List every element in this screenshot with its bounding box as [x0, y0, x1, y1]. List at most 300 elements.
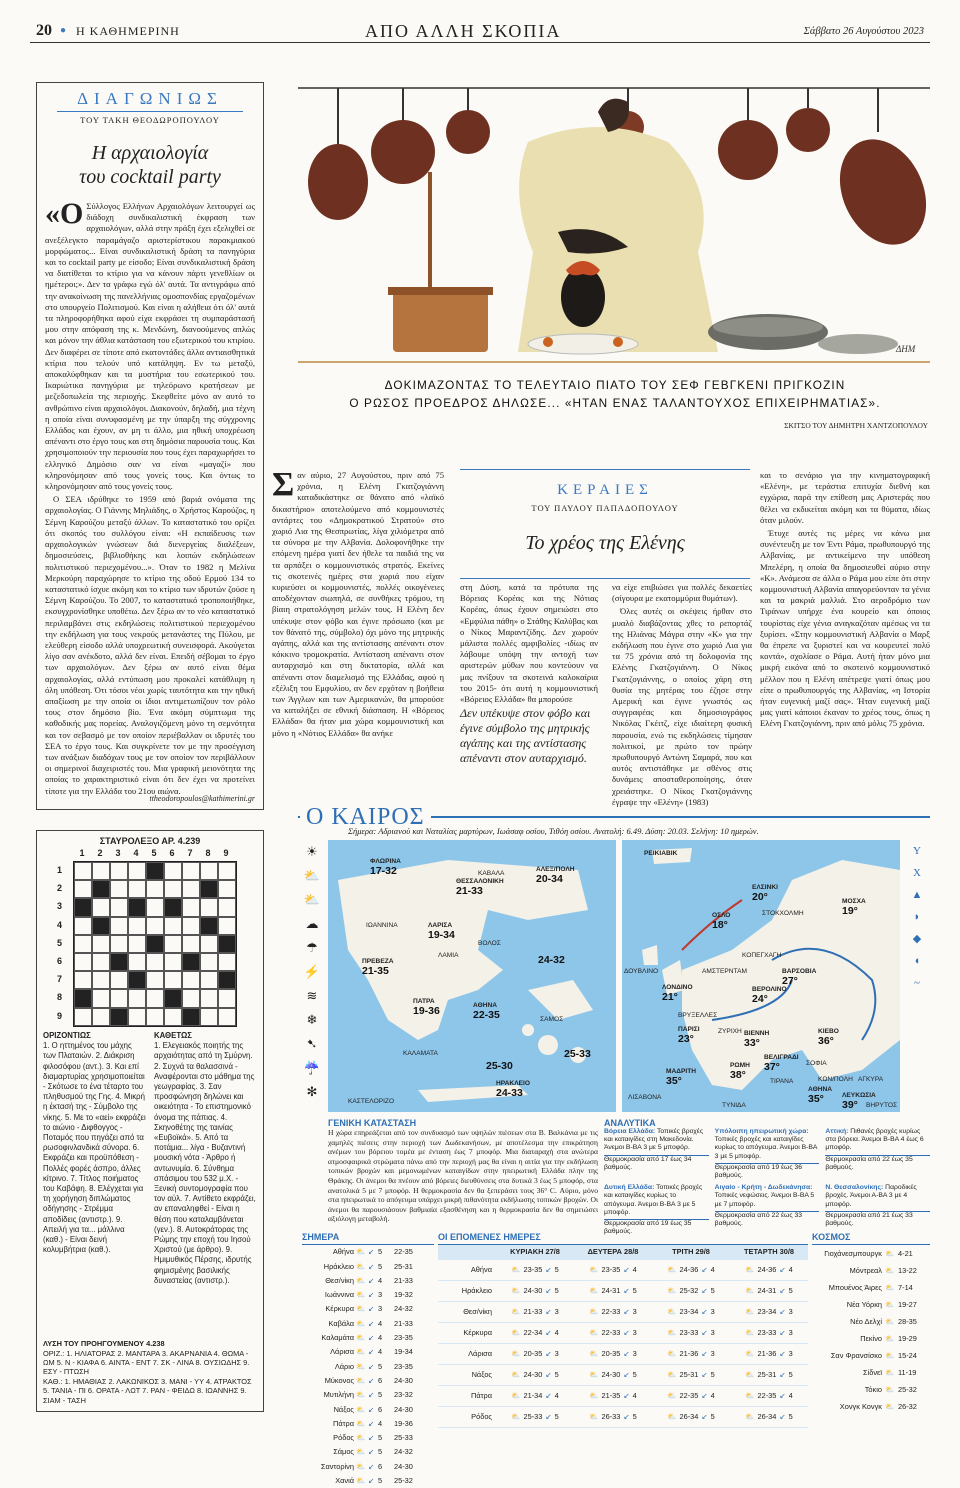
- weather-icon: ⛅: [356, 1304, 366, 1314]
- down-clues: 1. Ελεγειακός ποιητής της αρχαιότητας από τη Σμύρνη. 2. Συχνά τα θαλασσινά - Αναφέρονται στο μάθημα της γεωγραφίας. 3. Σαν προσφώνηση δηλώνει και οικειότητα - Το επιστημονικό όνομα της πάπιας. 4. Σκηνοθέτης της ταινίας «Ευβοϊκά». 5. Από τα ποτάμια... λίγα - Βυζαντινή μουσική νότα - Άρθρο ή αντωνυμία. 6. Σύνθημα σπάσιμου του 532 μ.Χ. - Ξενική συντομογραφία που τον αύλ. 7. Αντίθετο εκφράζει, αν επαναληφθεί - Είναι η θέση που καταλαμβάνεται (γεν.). 8. Αυτοκράτορας της Ρώμης την εποχή του Ιησού Χριστού (με άρθρο). 9. Ημιμυθικός Πέρσης, ιδρυτής φημισμένης βασιλικής δυναστείας (αντιστρ.).: [154, 1041, 256, 1285]
- weather-icon: ⛅: [356, 1261, 366, 1271]
- map-city: ΜΑΔΡΙΤΗ: [666, 1068, 697, 1075]
- crossword-grid[interactable]: [73, 861, 237, 1027]
- today-temp: 24-32: [394, 1304, 413, 1314]
- weather-icon: ⛅: [511, 1411, 521, 1421]
- forecast-temp: 23-33: [757, 1327, 777, 1337]
- crossword-cell[interactable]: [218, 989, 236, 1007]
- crossword-cell[interactable]: [164, 989, 182, 1007]
- map-temp: 21-33: [456, 885, 483, 897]
- map-city: ΚΟΠΕΓΧΑΓΗ: [742, 952, 782, 959]
- crossword-cell[interactable]: [74, 989, 92, 1007]
- forecast-row: [438, 1260, 808, 1281]
- map-city: ΗΡΑΚΛΕΙΟ: [496, 1080, 530, 1087]
- region-name: Βόρεια Ελλάδα:: [604, 1128, 656, 1135]
- weather-icon: ⛅: [511, 1327, 521, 1337]
- region-text: Τοπικές νεφώσεις. Άνεμοι Β-ΒΑ 5 με 7 μποφόρ.: [714, 1192, 815, 1208]
- forecast-row: [438, 1344, 808, 1365]
- weather-icon: ⛅: [745, 1411, 755, 1421]
- row-number: 4: [57, 919, 63, 930]
- wind-arrow-icon: ↙: [701, 1306, 708, 1316]
- crossword-cell[interactable]: [128, 880, 146, 898]
- page-date: Σάββατο 26 Αυγούστου 2023: [803, 26, 924, 37]
- today-city: Αθήνα: [332, 1247, 354, 1257]
- isobar-icon: ~: [914, 977, 920, 989]
- map-city: ΡΩΜΗ: [730, 1062, 750, 1069]
- crossword-cell[interactable]: [200, 989, 218, 1007]
- world-row: [812, 1262, 930, 1279]
- crossword-cell[interactable]: [92, 898, 110, 916]
- forecast-temp: 24-30: [523, 1369, 543, 1379]
- weather-icon: ⛅: [885, 1283, 895, 1293]
- today-wind: 5: [378, 1247, 383, 1257]
- map-city: ΜΟΣΧΑ: [842, 898, 866, 905]
- byline: ΤΟΥ ΤΑΚΗ ΘΕΟΔΩΡΟΠΟΥΛΟΥ: [80, 115, 220, 125]
- across-clues: 1. Ο ηττημένος του μάχης των Πλαταιών. 2. Διάκριση φιλοσόφου (αντ.). 3. Και επί διαμαρτυρίας χρησιμοποιείται - Σκότωσε το ένα τέταρτο του πληθυσμού της Γης. 4. Μικρή η έκτασή της - Σύμβολο της νίκης. 5. Με το «αεί» εκφράζει το αιώνιο - Διφθογγος - Ποταμός που πηγάζει από τα ρωσοφινλανδικά σύνορα. 6. Εκφράζει και προϋπόθεση - Πολλές φορές άσπρο, άλλες κίτρινο. 7. Τίτλος ποιήματος του Καβάφη. 8. Ελέγχεται για τη χορήγηση διπλώματος οδήγησης - Στρέμμα αποδίδεις (αντιστρ.). 9. Απειλή για τα... μάλλινα (καθ.) - Είναι δεινή κολυμβήτρια (καθ.).: [43, 1041, 146, 1255]
- weather-icon: ⛅: [356, 1461, 366, 1471]
- page-header: [30, 22, 930, 42]
- today-row: [302, 1345, 434, 1359]
- wind-arrow-icon: ↙: [368, 1476, 375, 1486]
- crossword-cell[interactable]: [74, 935, 92, 953]
- crossword-cell[interactable]: [128, 917, 146, 935]
- forecast-temp: 20-35: [601, 1348, 621, 1358]
- region-name: Ν. Θεσσαλονίκης:: [825, 1184, 884, 1192]
- crossword-cell[interactable]: [128, 971, 146, 989]
- today-city: Σάμος: [333, 1447, 354, 1457]
- crossword-cell[interactable]: [74, 862, 92, 880]
- weather-icon: ⛅: [667, 1348, 677, 1358]
- map-city: ΚΙΕΒΟ: [818, 1028, 839, 1035]
- world-row: [812, 1313, 930, 1330]
- col-number: 2: [97, 848, 103, 858]
- wind-arrow-icon: ↙: [779, 1369, 786, 1379]
- analytic-title: ΑΝΑΛΥΤΙΚΑ: [604, 1118, 656, 1128]
- weather-icon: ⛅: [745, 1264, 755, 1274]
- crossword-cell[interactable]: [128, 1008, 146, 1026]
- row-number: 2: [57, 883, 63, 894]
- crossword-cell[interactable]: [92, 935, 110, 953]
- map-city: ΤΙΡΑΝΑ: [770, 1078, 794, 1085]
- forecast-temp: 25-31: [757, 1369, 777, 1379]
- paragraph-2: Ο ΣΕΑ ιδρύθηκε το 1959 από βαριά ονόματα της αρχαιολογίας. Ο Γιάννης Μηλιάδης, ο Χρήστος Καρούζος, η Σέμνη Καρούζου μεταξύ άλλων. Το καταστατικό του ορίζει ότι σκοπός του συλλόγου είναι: «Η εκπαίδευσις των αρχαιολογικών γνώσεων διά διενεργείας διαλέξεων, δημοσιεύσεις, βιβλιοθήκης και λοιπών εκδηλώσεων πολιτιστικού περιεχομένου...». Όταν το 1982 η Μελίνα Μερκούρη παραχώρησε το κτίριο της οδού Ερμού 134 το καταστατικό ίσχυε ακόμη και το κτίριο των ιδρυτών ζούσε η Σέμνη Καρούζου. Το 2007, το καταστατικό τροποποιήθηκε, εκσυγχρονίσθηκε υποθέτω. Δεν ξέρω αν το νέο καταστατικό περιλαμβάνει στις εκδηλώσεις πολιτιστικού περιεχομένου την εκδήλωση για τους νεκρούς μετανάστες της Πύλου, με ελεύθερη είσοδο αλλά υποχρεωτική συνεισφορά. Ακούγεται λίγο σαν ανέκδοτο, αλλά δεν είναι. Επειδή σέβομαι το έργο των αρχαιολόγων. Δεν ξέρω αν αυτό είναι θέμα αρχαιολογίας, αλλά εντύπωση μου προκαλεί κατάθλιψη η όλη υπόθεση. Ότι τόσοι νέοι χωρίς ταυτότητα και την ηθική απαξίωση με την οποία οι ίδιοι αντιμετωπίζουν τον ρόλο τους στον δημόσιο βίο. Ένα ακόμη σύμπτωμα της καθοδικής μας πορείας. Αναλογιζόμενη μόνο τη σεμνότητα και τον σεβασμό με τον οποίον περιέβαλλαν οι ιδρυτές του ΣΕΑ το έργο τους. Και συγκρίνετε τον με την προσέγγιση των ανάξιων διαδόχων τους με τον οποίον τον περιβάλλουν οι σημερινοί διαχειριστές του. Μια γραφική μειονότητα της οποίας το χαρακτηριστικό είναι ότι δεν έχει να προτείνει τίποτε για την Ελλάδα του 21ου αιώνα.: [45, 494, 255, 796]
- world-city: Χονγκ Κονγκ: [839, 1402, 882, 1412]
- crossword-cell[interactable]: [182, 898, 200, 916]
- crossword-cell[interactable]: [164, 971, 182, 989]
- forecast-city: Λάρισα: [468, 1348, 492, 1358]
- today-row: [302, 1474, 434, 1488]
- weather-icon: ⛅: [667, 1264, 677, 1274]
- crossword-cell[interactable]: [218, 935, 236, 953]
- crossword-cell[interactable]: [74, 917, 92, 935]
- today-row: [302, 1388, 434, 1402]
- col-number: 1: [79, 848, 85, 858]
- map-temp: 21°: [662, 991, 678, 1003]
- today-temp: 23-35: [394, 1333, 413, 1343]
- crossword-cell[interactable]: [92, 862, 110, 880]
- pull-quote: Δεν υπέκυψε στον φόβο και έγινε σύμβολο της μητρικής αγάπης και της αντίστασης απέναντι στον αυταρχισμό.: [460, 706, 591, 765]
- forecast-temp: 22-35: [679, 1390, 699, 1400]
- crossword-cell[interactable]: [200, 917, 218, 935]
- world-row: [812, 1398, 930, 1415]
- map-city: ΙΩΑΝΝΙΝΑ: [366, 922, 398, 929]
- forecast-wind: 4: [788, 1390, 793, 1400]
- map-city: ΒΕΡΟΛΙΝΟ: [752, 986, 787, 993]
- crossword-cell[interactable]: [200, 971, 218, 989]
- forecast-wind: 3: [632, 1348, 637, 1358]
- forecast-wind: 4: [710, 1264, 715, 1274]
- crossword-cell[interactable]: [146, 935, 164, 953]
- forecast-temp: 24-36: [757, 1264, 777, 1274]
- drop-cap: «Ο: [45, 197, 84, 230]
- region-name: Υπόλοιπη ηπειρωτική χώρα:: [714, 1128, 809, 1135]
- crossword-cell[interactable]: [200, 1008, 218, 1026]
- article-title: [37, 141, 263, 189]
- crossword-cell[interactable]: [182, 971, 200, 989]
- map-city: ΒΟΛΟΣ: [478, 940, 501, 947]
- crossword-title: ΣΤΑΥΡΟΛΕΞΟ ΑΡ. 4.239: [99, 836, 201, 846]
- article-body: [45, 197, 255, 799]
- region-card: [604, 1184, 709, 1236]
- crossword-cell[interactable]: [128, 898, 146, 916]
- map-temp: 19°: [842, 905, 858, 917]
- crossword-cell[interactable]: [164, 953, 182, 971]
- weather-icon: ⛅: [745, 1306, 755, 1316]
- wind-arrow-icon: ↙: [779, 1306, 786, 1316]
- day-header: ΤΕΤΑΡΤΗ 30/8: [744, 1247, 794, 1257]
- weather-icon: ⛅: [511, 1369, 521, 1379]
- map-city: ΣΤΟΚΧΟΛΜΗ: [762, 910, 804, 917]
- forecast-temp: 23-35: [601, 1264, 621, 1274]
- forecast-city: Κέρκυρα: [463, 1327, 492, 1337]
- crossword-cell[interactable]: [110, 953, 128, 971]
- weather-icon: ⛅: [667, 1306, 677, 1316]
- wind-arrow-icon: ↙: [368, 1333, 375, 1343]
- region-text: Τοπικές βροχές και καταιγίδες κυρίως το απόγευμα. Άνεμοι Β-ΒΑ 3 με 5 μποφόρ.: [604, 1184, 703, 1216]
- crossword-cell[interactable]: [146, 898, 164, 916]
- today-row: [302, 1274, 434, 1288]
- region-text: Πιθανές βροχές κυρίως στα βόρεια. Άνεμοι Β-ΒΑ 4 έως 6 μποφόρ.: [825, 1128, 924, 1152]
- crossword-cell[interactable]: [128, 862, 146, 880]
- forecast-wind: 3: [788, 1348, 793, 1358]
- crossword-cell[interactable]: [74, 880, 92, 898]
- keraies-byline: ΤΟΥ ΠΑΥΛΟΥ ΠΑΠΑΔΟΠΟΥΛΟΥ: [531, 503, 679, 513]
- wind-arrow-icon: ↙: [623, 1411, 630, 1421]
- europe-map: [622, 840, 900, 1112]
- today-row: [302, 1460, 434, 1474]
- world-title: ΚΟΣΜΟΣ: [812, 1230, 930, 1245]
- forecast-wind: 5: [710, 1285, 715, 1295]
- wind-arrow-icon: ↙: [623, 1285, 630, 1295]
- crossword-cell[interactable]: [200, 953, 218, 971]
- crossword-cell[interactable]: [128, 989, 146, 1007]
- world-temp: 26-32: [898, 1402, 917, 1412]
- forecast-rows: [438, 1260, 808, 1428]
- weather-icon: ⛅: [667, 1390, 677, 1400]
- crossword-cell[interactable]: [164, 898, 182, 916]
- crossword-cell[interactable]: [164, 1008, 182, 1026]
- crossword-cell[interactable]: [182, 1008, 200, 1026]
- forecast-temp: 24-30: [601, 1369, 621, 1379]
- world-city: Τόκιο: [864, 1385, 882, 1395]
- crossword-cell[interactable]: [164, 917, 182, 935]
- forecast-temp: 26-34: [757, 1411, 777, 1421]
- wind-arrow-icon: ↙: [779, 1285, 786, 1295]
- today-city: Κέρκυρα: [325, 1304, 354, 1314]
- illustration-credit: ΣΚΙΤΣΟ ΤΟΥ ΔΗΜΗΤΡΗ ΧΑΝΤΖΟΠΟΥΛΟΥ: [784, 421, 928, 430]
- forecast-wind: 3: [710, 1348, 715, 1358]
- forecast-wind: 3: [710, 1306, 715, 1316]
- world-city: Μπουένος Άιρες: [828, 1283, 882, 1293]
- wind-arrow-icon: ↙: [368, 1347, 375, 1357]
- today-wind: 5: [378, 1433, 383, 1443]
- crossword-cell[interactable]: [218, 880, 236, 898]
- showers-icon: ☔: [303, 1060, 321, 1075]
- today-city: Πάτρα: [332, 1418, 354, 1428]
- forecast-wind: 5: [632, 1285, 637, 1295]
- today-city: Λάριο: [334, 1361, 354, 1371]
- crossword-cell[interactable]: [146, 971, 164, 989]
- crossword-cell[interactable]: [110, 935, 128, 953]
- world-temp: 15-24: [898, 1351, 917, 1361]
- today-temp: 19-32: [394, 1290, 413, 1300]
- forecast-temp: 26-34: [679, 1411, 699, 1421]
- map-city: ΛΑΡΙΣΑ: [428, 922, 453, 929]
- today-row: [302, 1260, 434, 1274]
- crossword-cell[interactable]: [92, 989, 110, 1007]
- forecast-wind: 5: [632, 1411, 637, 1421]
- wind-arrow-icon: ↙: [779, 1348, 786, 1358]
- crossword-cell[interactable]: [110, 917, 128, 935]
- forecast-wind: 3: [788, 1306, 793, 1316]
- forecast-table: [438, 1230, 808, 1428]
- forecast-row: [438, 1365, 808, 1386]
- crossword-cell[interactable]: [74, 971, 92, 989]
- col-number: 3: [115, 848, 121, 858]
- weather-legend-left: [300, 840, 324, 1112]
- title-line-2: του cocktail party: [79, 166, 221, 188]
- crossword-cell[interactable]: [110, 898, 128, 916]
- crossword-cell[interactable]: [92, 953, 110, 971]
- general-conditions: [328, 1118, 598, 1224]
- keraies-col-c: [612, 582, 752, 810]
- world-city: Σαν Φρανσίσκο: [830, 1351, 882, 1361]
- forecast-wind: 5: [554, 1411, 559, 1421]
- prev-solution-down: ΚΑΘ.: 1. ΗΜΑΘΙΑΣ 2. ΛΑΚΩΝΙΚΟΣ 3. ΜΑΝΙ - ΥΥ 4. ΑΤΡΑΚΤΟΣ 5. ΤΑΝΙΑ - ΠΙ 6. ΟΡΑΤΑ - ΛΩΤ 7. ΡΑΝ - ΦΕΙΔΩ 8. ΙΩΑΝΝΗΣ 9. ΣΙΑΜ - ΤΑΣΗ: [43, 1376, 252, 1405]
- page-number: 20: [36, 22, 52, 39]
- wind-arrow-icon: ↙: [779, 1264, 786, 1274]
- today-row: [302, 1431, 434, 1445]
- crossword-cell[interactable]: [200, 935, 218, 953]
- prev-solution-title: ΛΥΣΗ ΤΟΥ ΠΡΟΗΓΟΥΜΕΝΟΥ 4.238: [43, 1339, 165, 1349]
- crossword-cell[interactable]: [164, 862, 182, 880]
- wind-arrow-icon: ↙: [701, 1327, 708, 1337]
- map-city: ΒΡΥΞΕΛΛΕΣ: [678, 1012, 718, 1019]
- crossword-cell[interactable]: [218, 862, 236, 880]
- crossword-row-numbers: [57, 861, 69, 1025]
- crossword-cell[interactable]: [182, 935, 200, 953]
- crossword-cell[interactable]: [218, 971, 236, 989]
- author-email[interactable]: ttheodoropoulos@kathimerini.gr: [149, 794, 255, 803]
- region-temp: Θερμοκρασία από 19 έως 36 βαθμούς.: [715, 1163, 820, 1180]
- region-name: Αιγαίο - Κρήτη - Δωδεκάνησα:: [714, 1184, 813, 1192]
- weather-icon: ⛅: [356, 1333, 366, 1343]
- wind-arrow-icon: ↙: [545, 1369, 552, 1379]
- crossword-cell[interactable]: [182, 862, 200, 880]
- weather-legend-right: [904, 840, 930, 1112]
- forecast-temp: 25-31: [679, 1369, 699, 1379]
- crossword-cell[interactable]: [74, 898, 92, 916]
- weather-intro: Σήμερα: Αδριανού και Ναταλίας μαρτύρων, Ιωάσαφ οσίου, Τιθόη οσίου. Ανατολή: 6.49. Δύση: 20.03. Σελήνη: 10 ημερών.: [348, 826, 759, 836]
- caption-line-1: ΔΟΚΙΜΑΖΟΝΤΑΣ ΤΟ ΤΕΛΕΥΤΑΙΟ ΠΙΑΤΟ ΤΟΥ ΣΕΦ ΓΕΒΓΚΕΝΙ ΠΡΙΓΚΟΖΙΝ: [384, 378, 846, 392]
- map-city: ΠΑΡΙΣΙ: [678, 1026, 700, 1033]
- today-wind: 5: [378, 1261, 383, 1271]
- map-temp: 22-35: [473, 1009, 500, 1021]
- crossword-cell[interactable]: [146, 1008, 164, 1026]
- forecast-wind: 5: [788, 1411, 793, 1421]
- crossword-cell[interactable]: [92, 917, 110, 935]
- wind-arrow-icon: ↙: [779, 1390, 786, 1400]
- forecast-temp: 20-35: [523, 1348, 543, 1358]
- world-rows: [812, 1245, 930, 1415]
- keraies-header: [460, 469, 750, 579]
- crossword-cell[interactable]: [74, 953, 92, 971]
- crossword-cell[interactable]: [182, 880, 200, 898]
- crossword-cell[interactable]: [110, 862, 128, 880]
- weather-icon: ⛅: [356, 1375, 366, 1385]
- map-city: ΟΣΛΟ: [712, 912, 731, 919]
- general-text: Η χώρα επηρεάζεται από τον συνδυασμό των υψηλών πιέσεων στα Β. Βαλκάνια με τις χαμηλές πιέσεις στην περιοχή των Δωδεκανήσων, με αποτέλεσμα την επικράτηση ανέμων του βόρειου τομέα με ένταση έως 7 μποφόρ. Μια διαταραχή στα ανώτερα ατμοσφαιρικά στρώματα πάνω από την περιοχή μας θα είναι η αιτία για την εκδήλωση τοπικών βροχών και μεμονωμένων καταιγίδων στην ηπειρωτική Ελλάδα πλην της Θράκης. Οι άνεμοι θα πνέουν από βόρειες διευθύνσεις στα δυτικά 3 έως 5 μποφόρ, στα ανατολικά 5 με 7 μποφόρ. Η θερμοκρασία δεν θα ξεπεράσει τους 36° C. Αύριο, μόνο στα ηπειρωτικά το απόγευμα υπάρχει μικρή πιθανότητα εκδήλωσης τοπικών βροχών. Οι άνεμοι θα παρουσιάσουν βαθμιαία εξασθένηση και η θερμοκρασία δεν θα σημειώσει αξιόλογη μεταβολή.: [328, 1128, 598, 1224]
- today-wind: 5: [378, 1476, 383, 1486]
- crossword-cell[interactable]: [182, 917, 200, 935]
- weather-icon: ⛅: [511, 1264, 521, 1274]
- crossword-cell[interactable]: [92, 880, 110, 898]
- crossword-cell[interactable]: [218, 898, 236, 916]
- artist-signature: ΔΗΜ: [896, 344, 916, 354]
- crossword-cell[interactable]: [92, 971, 110, 989]
- crossword-cell[interactable]: [182, 953, 200, 971]
- crossword-cell[interactable]: [128, 953, 146, 971]
- forecast-wind: 5: [788, 1369, 793, 1379]
- map-temp: 33°: [744, 1037, 760, 1049]
- map-city: ΑΜΣΤΕΡΝΤΑΜ: [702, 968, 747, 975]
- today-temp: 22-35: [394, 1247, 413, 1257]
- lead-paragraph: Σύλλογος Ελλήνων Αρχαιολόγων λειτουργεί ως διάδοχη συνδικαλιστική έκφραση των αρχαιολόγων, αλλά στην πράξη έχει εξελιχθεί σε ανεξέλεγκτο παραμάγαζο αριστερίστικου παρακμιακού μορφώματος... Είναι συνδικαλιστική δράση τα πανηγύρια και το cocktail party με είσοδο; Είναι συνδικαλιστική δράση να διατίθεται το κτίριο για να κάνουν πάρτι γενεθλίων οι ημέτεροι;». Δεν τα γράφω εγώ όλ' αυτά. Τα αντιγράφω από την ανακοίνωση της πανελλήνιας ομοσπονδίας εργαζομένων στο υπουργείο Πολιτισμού. Και είναι η αλήθεια ότι όλ' αυτά τα πληροφορήθηκα αφού είχα εκφράσει τη συμπαράστασή μου στην απόφαση της κ. Μενδώνη, διανοούμενος απλώς και μόνον την άθλια κατάσταση του εξωτερικού του κτιρίου. Δεν διαφέρει σε τίποτε από εκατοντάδες άλλα αντιαισθητικά κτίρια που τελούν υπό κατάληψη. Εν τω μεταξύ, αποκαλύφθηκαν και τα μυστήρια του εσωτερικού του. Ικαριώτικα πανηγύρια με τηλεόρωνο κρατήσεων με μεζεδοπωλεία της περιοχής. Σκεφθείτε μόνο αν αυτό το ανθρώπινο είναι αρχαιολόγοι. Διακονούν, δηλαδή, μια τέχνη η οποία είναι συνυφασμένη με την ύπαρξη της σύγχρονης Ελλάδος και έχουν, αν μη τι άλλο, μια ηθική υποχρέωση απέναντι στο έργο τους και στη δημόσια παρουσία τους. Και χρησιμοποιούν την περιουσία που τους έχει παραχωρήσει το ελληνικό Δημόσιο σαν να είναι «μαγαζί» που κληρονόμησαν από τους γονείς τους. Και όντως το κληρονόμησαν από τους γονείς τους.: [45, 201, 255, 492]
- crossword-cell[interactable]: [164, 880, 182, 898]
- weather-icon: ⛅: [356, 1275, 366, 1285]
- wind-arrow-icon: ↙: [368, 1404, 375, 1414]
- today-wind: 4: [378, 1333, 383, 1343]
- cloud-icon: ☁: [305, 916, 319, 931]
- world-city: Γιοχάνεσμπουργκ: [824, 1249, 882, 1259]
- kicker-rule: [57, 111, 243, 112]
- crossword-cell[interactable]: [200, 862, 218, 880]
- forecast-wind: 3: [710, 1327, 715, 1337]
- crossword-cell[interactable]: [164, 935, 182, 953]
- crossword-cell[interactable]: [146, 862, 164, 880]
- forecast-city: Ρόδος: [471, 1411, 492, 1421]
- crossword-cell[interactable]: [74, 1008, 92, 1026]
- crossword-cell[interactable]: [146, 880, 164, 898]
- crossword-cell[interactable]: [128, 935, 146, 953]
- column-diagonios: [36, 82, 264, 810]
- crossword-cell[interactable]: [110, 989, 128, 1007]
- forecast-temp: 22-34: [523, 1327, 543, 1337]
- map-temp: 38°: [730, 1069, 746, 1081]
- crossword-cell[interactable]: [218, 1008, 236, 1026]
- forecast-temp: 23-35: [523, 1264, 543, 1274]
- region-name: Αττική:: [825, 1128, 849, 1135]
- crossword-cell[interactable]: [200, 898, 218, 916]
- crossword-cell[interactable]: [182, 989, 200, 1007]
- crossword-cell[interactable]: [146, 989, 164, 1007]
- map-city: ΠΡΕΒΕΖΑ: [362, 958, 394, 965]
- map-temp: 17-32: [370, 865, 397, 877]
- keraies-col-e: [760, 470, 930, 732]
- illustration: [298, 82, 930, 372]
- crossword-cell[interactable]: [110, 880, 128, 898]
- wind-arrow-icon: ↙: [623, 1348, 630, 1358]
- map-city: ΚΑΒΑΛΑ: [478, 870, 505, 877]
- crossword-cell[interactable]: [218, 917, 236, 935]
- wind-arrow-icon: ↙: [779, 1411, 786, 1421]
- previous-solution: [43, 1339, 257, 1405]
- forecast-wind: 4: [632, 1390, 637, 1400]
- region-temp: Θερμοκρασία από 19 έως 35 βαθμούς.: [604, 1219, 709, 1236]
- weather-section: [298, 804, 930, 1486]
- today-row: [302, 1445, 434, 1459]
- world-city: Νέο Δελχί: [850, 1317, 882, 1327]
- today-row: [302, 1245, 434, 1259]
- today-city: Θεσ/νίκη: [325, 1275, 354, 1285]
- crossword-cell[interactable]: [146, 917, 164, 935]
- cloud-sun-icon: ⛅: [303, 892, 321, 907]
- map-city: ΔΟΥΒΛΙΝΟ: [624, 968, 659, 975]
- wind-arrow-icon: ↙: [368, 1461, 375, 1471]
- crossword-cell[interactable]: [92, 1008, 110, 1026]
- col-number: 4: [133, 848, 139, 858]
- keraies-col-a: [272, 466, 444, 741]
- today-temp: 24-30: [394, 1404, 413, 1414]
- crossword-cell[interactable]: [218, 953, 236, 971]
- weather-icon: ⛅: [589, 1327, 599, 1337]
- forecast-city: Θεσ/νίκη: [463, 1306, 492, 1316]
- today-wind: 4: [378, 1275, 383, 1285]
- map-temp: 25-30: [486, 1060, 513, 1072]
- crossword-cell[interactable]: [110, 1008, 128, 1026]
- today-city: Νάξος: [333, 1404, 354, 1414]
- crossword-cell[interactable]: [200, 880, 218, 898]
- weather-icon: ⛅: [667, 1369, 677, 1379]
- forecast-wind: 3: [632, 1306, 637, 1316]
- weather-icon: ⛅: [356, 1361, 366, 1371]
- map-city: ΛΑΜΙΑ: [438, 952, 459, 959]
- world-row: [812, 1245, 930, 1262]
- today-wind: 3: [378, 1304, 383, 1314]
- world-temp: 13-22: [898, 1266, 917, 1276]
- today-row: [302, 1317, 434, 1331]
- wind-arrow-icon: ↙: [701, 1411, 708, 1421]
- wind-arrow-icon: ↙: [368, 1275, 375, 1285]
- crossword-cell[interactable]: [146, 953, 164, 971]
- crossword-cell[interactable]: [110, 971, 128, 989]
- wind-arrow-icon: ↙: [368, 1433, 375, 1443]
- prev-solution-across: ΟΡΙΖ.: 1. ΗΛΙΑΤΟΡΑΣ 2. ΜΑΝΤΑΡΑ 3. ΑΚΑΡΝΑΝΙΑ 4. ΘΩΜΑ - ΩΜ 5. Ν - ΚΙΑΦΑ 6. ΑΙΝΤΑ - ΕΝΤ 7. ΣΚ - ΛΙΝΑ 8. ΟΥΣΙΩΔΗΣ 9. ΕΣΥ - ΠΤΩΣΗ: [43, 1348, 250, 1377]
- forecast-city: Νάξος: [471, 1369, 492, 1379]
- day-header: ΔΕΥΤΕΡΑ 28/8: [587, 1247, 639, 1257]
- forecast-row: [438, 1386, 808, 1407]
- victim-head: [561, 267, 605, 327]
